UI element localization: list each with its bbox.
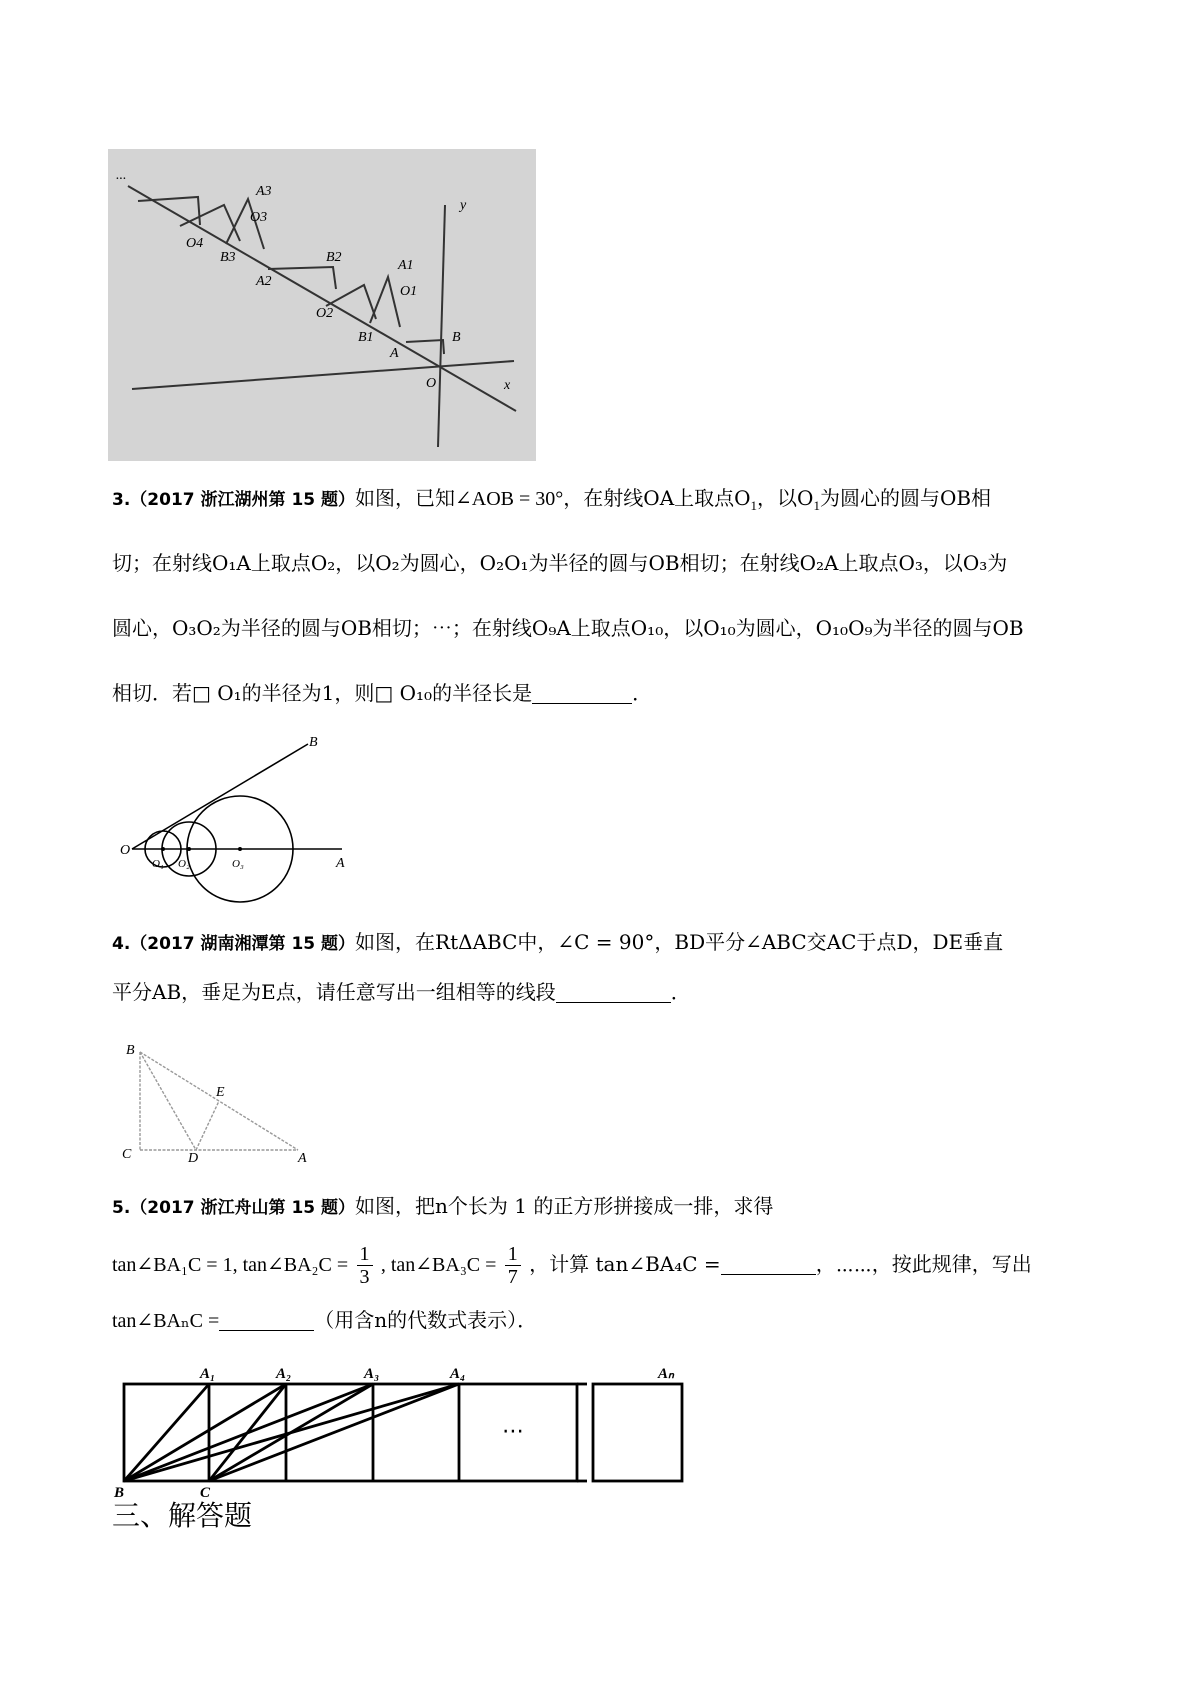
figure-4-label-an: Aₙ bbox=[658, 1366, 674, 1382]
figure-2-label-o: O bbox=[120, 843, 131, 858]
question-4-line-1 bbox=[112, 928, 1097, 958]
question-3-line-3: 圆心，O₃O₂为半径的圆与OB相切；⋯；在射线O₉A上取点O₁₀，以O₁₀为圆心，O₁₀O₉为半径的圆与OB bbox=[112, 616, 1024, 640]
figure-4-label-a3: A₃ bbox=[364, 1366, 380, 1382]
figure-1-ellipsis-label: ... bbox=[116, 168, 127, 183]
question-5-answer-blank-1[interactable] bbox=[721, 1252, 816, 1275]
question-5-source: （2017 浙江舟山第 15 题） bbox=[130, 1198, 356, 1218]
figure-4-ellipsis: ⋯ bbox=[502, 1419, 524, 1444]
figure-1-label-y: y bbox=[460, 198, 467, 213]
figure-1-label-o3: O3 bbox=[250, 210, 268, 225]
question-3-text-a: 如图，已知 bbox=[355, 486, 456, 510]
figure-1-label-a: A bbox=[390, 346, 399, 361]
question-5-text-e: （用含n的代数式表示）． bbox=[314, 1308, 538, 1332]
question-5-line-1 bbox=[112, 1192, 1097, 1222]
figure-1-label-o: O bbox=[426, 376, 437, 391]
question-3-line-2: 切；在射线O₁A上取点O₂，以O₂为圆心，O₂O₁为半径的圆与OB相切；在射线O₂A上取点O₃，以O₃为 bbox=[112, 551, 1008, 575]
figure-1-label-o2: O2 bbox=[316, 306, 334, 321]
question-5-tan-an: tan∠BAₙC = bbox=[112, 1310, 220, 1332]
figure-1-label-o4: O4 bbox=[186, 236, 204, 251]
question-3-line-4 bbox=[112, 679, 1097, 707]
question-5-line-2 bbox=[112, 1234, 1097, 1294]
question-3-text-d: 为圆心的圆与OB相 bbox=[819, 486, 992, 510]
figure-4-label-b: B bbox=[114, 1485, 125, 1497]
question-3-text-line-4: 相切．若□ O₁的半径为1，则□ O₁₀的半径长是 bbox=[112, 681, 533, 705]
question-4-answer-blank[interactable] bbox=[556, 980, 671, 1003]
figure-1-label-x: x bbox=[504, 378, 511, 393]
figure-2-tangent-circles bbox=[112, 730, 362, 915]
question-4-text-line-2: 平分AB，垂足为E点，请任意写出一组相等的线段 bbox=[112, 980, 556, 1004]
figure-3-right-triangle bbox=[120, 1040, 310, 1165]
question-5-answer-blank-2[interactable] bbox=[219, 1308, 314, 1331]
figure-1-label-b3: B3 bbox=[220, 250, 236, 265]
figure-2-label-b: B bbox=[309, 735, 318, 750]
question-3-number: 3. bbox=[112, 490, 131, 510]
question-3-source: （2017 浙江湖州第 15 题） bbox=[130, 490, 356, 510]
section-heading: 三、解答题 bbox=[112, 1499, 253, 1532]
figure-3-label-b: B bbox=[126, 1043, 135, 1058]
question-5-fraction-2: $\frac{1}{7}$ bbox=[505, 1243, 521, 1288]
figure-4-label-a4: A₄ bbox=[450, 1366, 466, 1382]
figure-1-label-b2: B2 bbox=[326, 250, 342, 265]
figure-1-label-b1: B1 bbox=[358, 330, 374, 345]
question-5-text-d: ，⋯⋯，按此规律，写出 bbox=[815, 1252, 1032, 1276]
figure-1-label-o1: O1 bbox=[400, 284, 418, 299]
question-5-tan-expr-b: , tan∠BA₃C = bbox=[380, 1254, 497, 1276]
question-4-end: ． bbox=[670, 980, 691, 1004]
figure-1-scanned-diagram bbox=[108, 149, 536, 461]
question-3-text-b: ，在射线OA上取点O bbox=[563, 486, 751, 510]
figure-4-label-c: C bbox=[200, 1485, 211, 1497]
question-5-text-c: ，计算 tan∠BA₄C = bbox=[529, 1252, 721, 1276]
figure-1-label-a2: A2 bbox=[256, 274, 272, 289]
figure-3-label-a: A bbox=[298, 1151, 307, 1165]
figure-3-label-e: E bbox=[216, 1085, 225, 1100]
question-5-line-3 bbox=[112, 1306, 1097, 1335]
figure-4-label-a1: A₁ bbox=[200, 1366, 216, 1382]
figure-4-row-of-squares bbox=[112, 1352, 704, 1497]
question-5-number: 5. bbox=[112, 1198, 131, 1218]
question-5-fraction-1: $\frac{1}{3}$ bbox=[357, 1243, 373, 1288]
figure-3-label-d: D bbox=[188, 1151, 199, 1165]
figure-4-label-a2: A₂ bbox=[276, 1366, 292, 1382]
figure-1-label-a3: A3 bbox=[256, 184, 272, 199]
figure-1-label-a1: A1 bbox=[398, 258, 414, 273]
question-5-tan-expr-a: tan∠BA₁C = 1, tan∠BA₂C = bbox=[112, 1254, 349, 1276]
question-4-number: 4. bbox=[112, 934, 131, 954]
question-3-end: ． bbox=[632, 681, 653, 705]
question-3-answer-blank[interactable] bbox=[532, 681, 632, 704]
question-4-line-2 bbox=[112, 978, 1097, 1006]
figure-2-label-o3: O₃ bbox=[232, 858, 244, 870]
figure-3-label-c: C bbox=[122, 1147, 132, 1162]
question-3-line-1: 3.（2017 浙江湖州第 15 题）如图，已知∠AOB = 30°，在射线OA上取点$O_1$，以$O_1$为圆心的圆与OB相 bbox=[112, 486, 992, 513]
figure-2-label-o2: O₂ bbox=[178, 858, 190, 870]
figure-1-label-b: B bbox=[452, 330, 461, 345]
question-4-source: （2017 湖南湘潭第 15 题） bbox=[130, 934, 356, 954]
question-4-text-line-1: 如图，在RtΔABC中，∠C = 90°，BD平分∠ABC交AC于点D，DE垂直 bbox=[355, 930, 1004, 954]
figure-2-label-o1: O₁ bbox=[152, 858, 164, 870]
question-5-text-line-1: 如图，把n个长为 1 的正方形拼接成一排，求得 bbox=[355, 1194, 774, 1218]
question-3-text-c: ，以O bbox=[757, 486, 814, 510]
figure-2-label-a: A bbox=[336, 856, 345, 871]
question-3-angle: ∠AOB = 30° bbox=[455, 488, 564, 510]
